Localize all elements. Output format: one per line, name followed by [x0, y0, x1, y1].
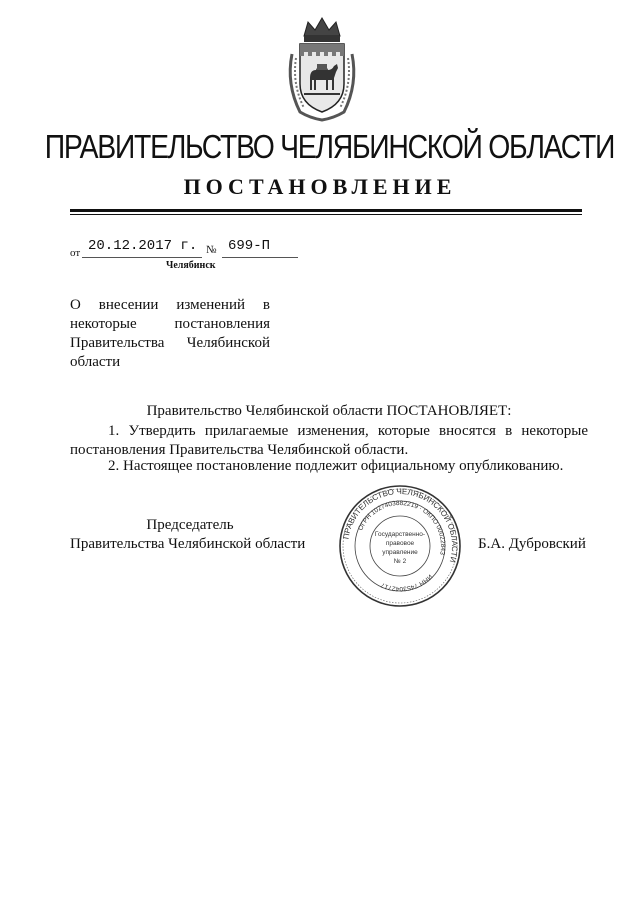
- number-underline: [222, 257, 298, 258]
- city-name: Челябинск: [166, 260, 216, 271]
- coat-of-arms-emblem: [282, 14, 362, 124]
- signatory-name: Б.А. Дубровский: [478, 536, 586, 552]
- seal-codes: [357, 500, 446, 556]
- signatory-role-line-1: Председатель: [146, 517, 234, 533]
- number-label: №: [206, 244, 217, 256]
- subject-line: некоторые постановления: [70, 316, 270, 332]
- date-underline: [82, 257, 202, 258]
- document-date: 20.12.2017 г.: [88, 238, 198, 254]
- seal-outer-text-path: ПРАВИТЕЛЬСТВО ЧЕЛЯБИНСКОЙ ОБЛАСТИ: [341, 486, 460, 564]
- resolution-item-2: 2. Настоящее постановление подлежит официальному опубликованию.: [108, 458, 564, 474]
- document-meta: [70, 236, 330, 276]
- government-title: ПРАВИТЕЛЬСТВО ЧЕЛЯБИНСКОЙ ОБЛАСТИ: [44, 128, 615, 165]
- seal-inn-path: ИНН 7453042717: [379, 572, 434, 593]
- signatory-role-line-2: Правительства Челябинской области: [70, 536, 306, 552]
- preamble: Правительство Челябинской области ПОСТАНОВЛЯЕТ:: [146, 403, 512, 419]
- date-label: от: [70, 247, 81, 259]
- resolution-item-1: 1. Утвердить прилагаемые изменения, которые вносятся в некоторые постановления Правительства Челябинской области.: [70, 423, 588, 458]
- document-subject: [70, 296, 270, 372]
- header-divider-thin: [70, 214, 582, 215]
- document-number: 699-П: [228, 238, 271, 254]
- seal-center-line: правовое: [385, 540, 415, 547]
- official-seal: [338, 484, 462, 608]
- seal-center-line: № 2: [393, 558, 407, 565]
- subject-line: области: [70, 354, 121, 370]
- header-divider-thick: [70, 209, 582, 212]
- seal-codes-path: ОГРН 1027403882219 · ОКПО 00022843: [357, 499, 447, 556]
- subject-line: О внесении изменений в: [70, 297, 270, 313]
- seal-center-line: Государственно-: [374, 531, 426, 538]
- document-type: ПОСТАНОВЛЕНИЕ: [183, 174, 457, 199]
- subject-line: Правительства Челябинской: [70, 335, 270, 351]
- seal-center-line: управление: [382, 549, 418, 556]
